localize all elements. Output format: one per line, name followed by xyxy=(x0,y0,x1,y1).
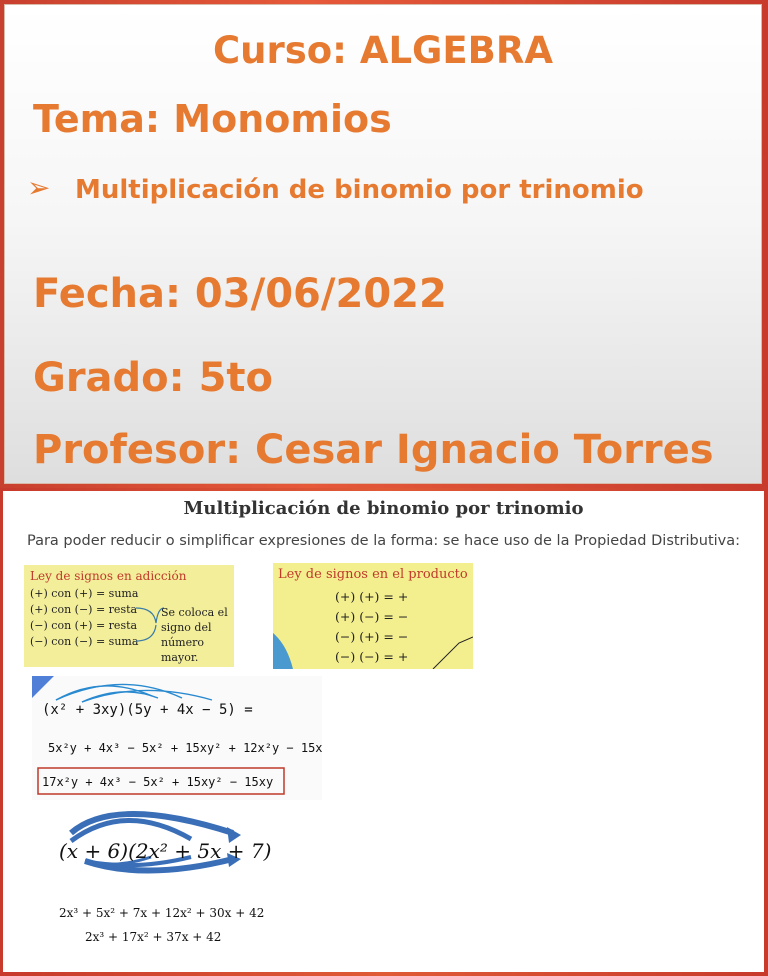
date-line: Fecha: 03/06/2022 xyxy=(33,271,447,317)
course-title: Curso: ALGEBRA xyxy=(212,29,554,72)
addition-rule-note: Se coloca el signo del número mayor. xyxy=(161,606,228,664)
subtopic-text: Multiplicación de binomio por trinomio xyxy=(75,175,644,205)
teacher-line: Profesor: Cesar Ignacio Torres xyxy=(33,427,714,473)
product-rules-header: Ley de signos en el producto xyxy=(278,567,468,582)
product-rule-row: (−) (−) = + xyxy=(335,649,409,664)
example-one-result: 17x²y + 4x³ − 5x² + 15xy² − 15xy xyxy=(42,775,274,789)
example-two-drawing xyxy=(55,803,277,949)
addition-rule-row: (+) con (−) = resta xyxy=(30,603,138,616)
example-two-image xyxy=(55,803,277,949)
content-slide xyxy=(0,488,768,976)
product-rule-row: (+) (−) = − xyxy=(335,609,409,624)
topic-heading: Tema: Monomios xyxy=(33,97,392,141)
product-rule-row: (+) (+) = + xyxy=(335,589,409,604)
example-two-expression: (x + 6)(2x² + 5x + 7) xyxy=(59,839,272,863)
addition-rules-header: Ley de signos en adicción xyxy=(30,569,187,583)
addition-rule-row: (−) con (−) = suma xyxy=(30,635,139,648)
arrow-bullet-icon: ➢ xyxy=(27,171,51,204)
addition-rule-row: (+) con (+) = suma xyxy=(30,587,139,600)
example-one-drawing xyxy=(32,676,322,800)
product-sign-rules-image xyxy=(273,563,473,669)
example-one-image xyxy=(32,676,322,800)
example-two-expanded: 2x³ + 5x² + 7x + 12x² + 30x + 42 xyxy=(59,906,265,920)
addition-sign-rules-image xyxy=(24,565,234,667)
addition-rule-row: (−) con (+) = resta xyxy=(30,619,138,632)
corner-triangle-icon xyxy=(32,676,54,698)
decoration-icon xyxy=(273,623,473,669)
slide-title: Multiplicación de binomio por trinomio xyxy=(183,498,584,519)
title-slide-content xyxy=(4,4,762,484)
example-two-result: 2x³ + 17x² + 37x + 42 xyxy=(85,930,222,944)
intro-text: Para poder reducir o simplificar expresiones de la forma: se hace uso de la Propiedad Distributiva: xyxy=(26,533,741,549)
content-slide-body xyxy=(3,491,764,972)
grade-line: Grado: 5to xyxy=(33,355,274,401)
product-rule-row: (−) (+) = − xyxy=(335,629,409,644)
example-one-expression: (x² + 3xy)(5y + 4x − 5) = xyxy=(42,702,253,718)
example-one-expanded: 5x²y + 4x³ − 5x² + 15xy² + 12x²y − 15xy xyxy=(48,741,322,755)
